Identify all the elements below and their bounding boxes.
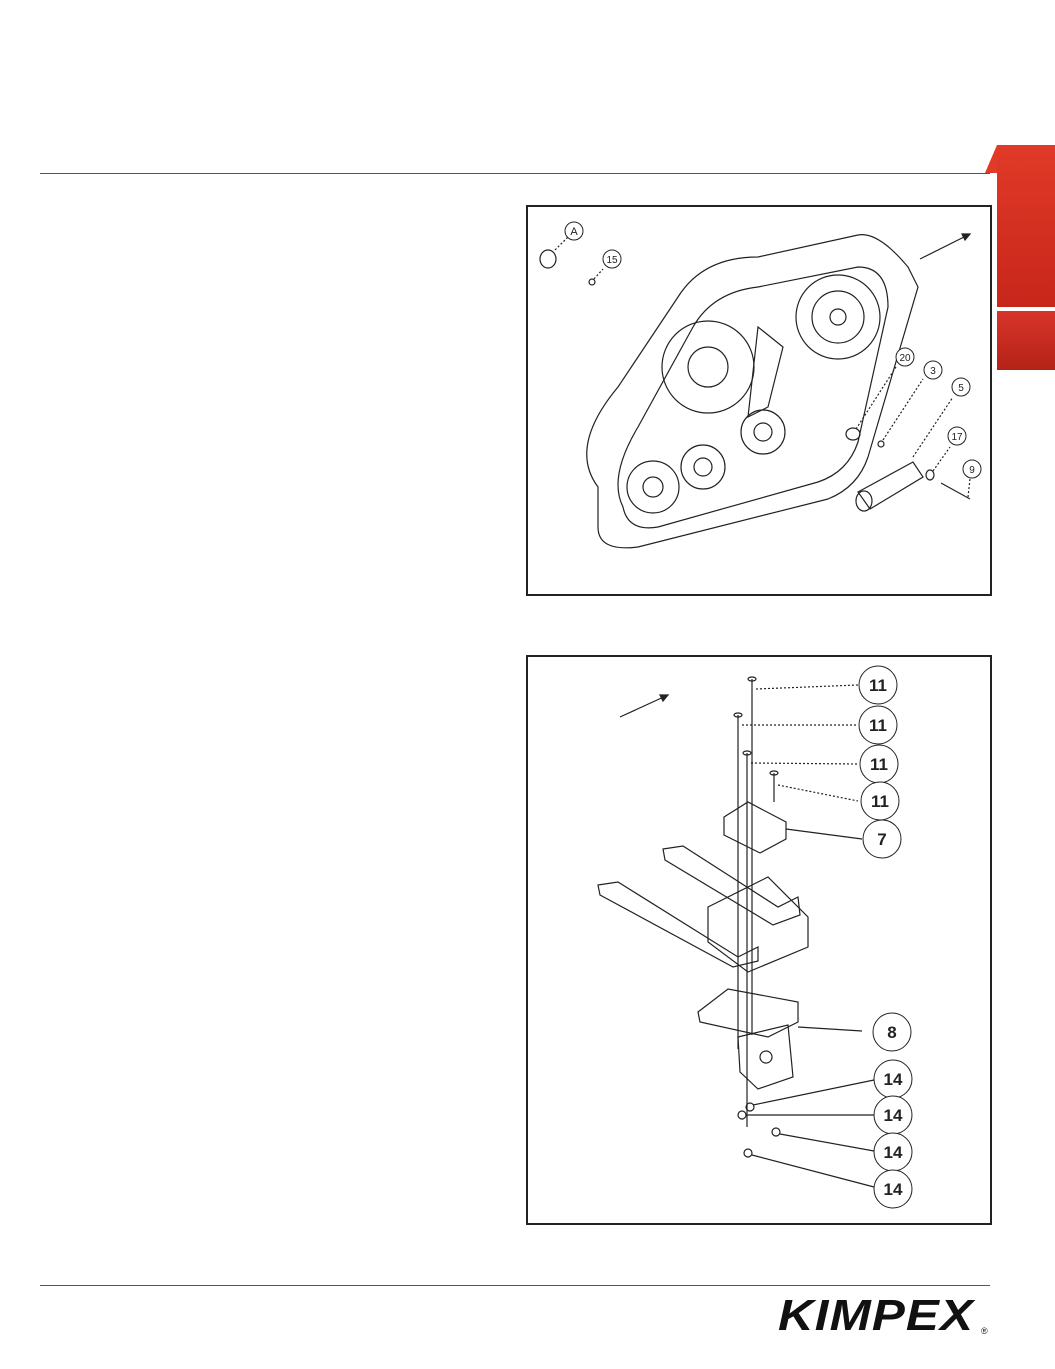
callout-label: 11 <box>870 755 888 774</box>
direction-arrow <box>920 234 970 259</box>
washer-20 <box>846 428 860 440</box>
callout-label: 14 <box>883 1106 903 1125</box>
bolt-9 <box>941 483 970 499</box>
track-assembly-drawing <box>528 207 990 594</box>
bracket-8 <box>698 989 798 1037</box>
callout-label: 11 <box>871 792 889 811</box>
section-tab-lower <box>997 311 1055 370</box>
a-arm-left <box>598 882 758 967</box>
footer-rule <box>40 1285 990 1286</box>
section-tab-upper <box>997 145 1055 307</box>
bracket-8-hanger <box>738 1025 793 1089</box>
bottom-callouts <box>859 666 912 1208</box>
direction-arrow <box>620 695 668 717</box>
callout-label: 11 <box>869 716 887 735</box>
suspension-bracket-figure <box>526 655 992 1225</box>
nut-14-b <box>738 1111 746 1119</box>
callout-label: 8 <box>887 1023 897 1042</box>
header-rule <box>40 173 990 174</box>
bogie-wheel-2 <box>681 445 725 489</box>
logo-text: KIMPEX <box>778 1291 976 1340</box>
section-tab-notch <box>985 145 997 173</box>
nut-15 <box>589 279 595 285</box>
track-assembly-figure <box>526 205 992 596</box>
a-arm-right <box>663 846 800 925</box>
suspension-arm <box>748 327 783 417</box>
callout-label: 14 <box>883 1070 903 1089</box>
front-wheel <box>627 461 679 513</box>
callout-label: 5 <box>958 383 964 394</box>
nut-14-d <box>744 1149 752 1157</box>
callout-label: 15 <box>606 255 618 266</box>
callout-label: 14 <box>883 1143 903 1162</box>
nut-14-c <box>772 1128 780 1136</box>
callout-label: A <box>570 226 578 238</box>
callout-label: 7 <box>877 830 887 849</box>
callout-label: 3 <box>930 366 936 377</box>
callout-label: 14 <box>883 1180 903 1199</box>
suspension-bracket-drawing <box>528 657 990 1223</box>
callout-label: 20 <box>899 353 911 364</box>
roller-5 <box>858 462 923 509</box>
top-callouts <box>565 222 981 478</box>
kimpex-logo <box>776 1290 990 1342</box>
plate-7 <box>724 802 786 853</box>
cap-a <box>540 250 556 268</box>
callout-label: 9 <box>969 465 975 476</box>
idler-wheel-rear-hub <box>812 291 864 343</box>
callout-label: 17 <box>951 432 963 443</box>
registered-mark: ® <box>981 1326 988 1336</box>
nut-3 <box>878 441 884 447</box>
callout-label: 11 <box>869 676 887 695</box>
washer-17 <box>926 470 934 480</box>
idler-wheel-rear <box>796 275 880 359</box>
drive-sprocket <box>662 321 754 413</box>
track-belt-inner <box>618 267 888 528</box>
